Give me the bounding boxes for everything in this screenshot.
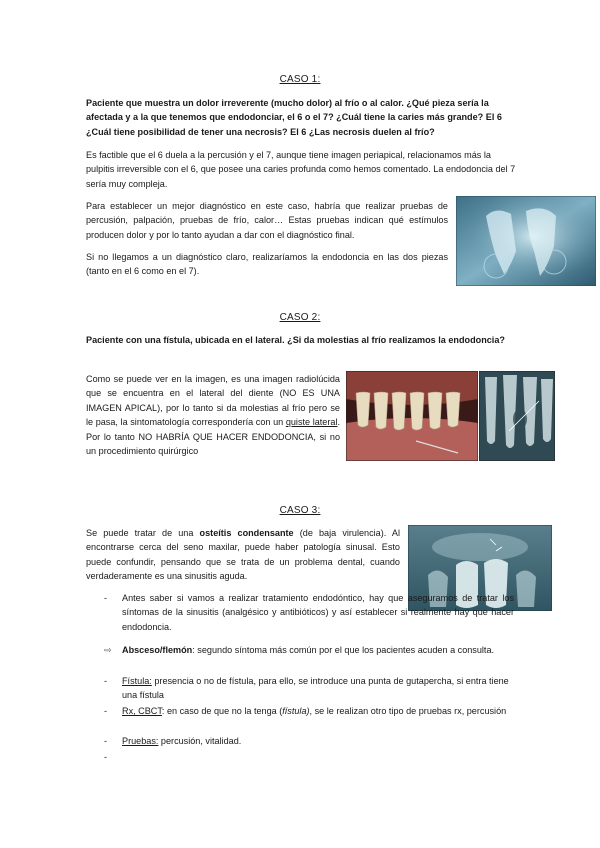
- case2-clinical-photo: [346, 371, 478, 461]
- quiste-lateral-text: quiste lateral: [285, 417, 338, 428]
- case3-title: CASO 3:: [279, 505, 321, 516]
- arrow-icon: ⇨: [104, 645, 112, 655]
- case2-paragraph: Como se puede ver en la imagen, es una imagen radiolúcida que se encuentra en el lateral del diente (NO ES UNA IMAGEN APICAL), por lo tanto si da molestias al frío pero se le pasa, la sintomatología correspondería con un quiste lateral. Por lo tanto NO HABRÍA QUE HACER ENDODONCIA, si no un procedimiento quirúrgico: [86, 374, 340, 457]
- document-page: CASO 1: Paciente que muestra un dolor irreverente (mucho dolor) al frío o al calor. ¿Qué pieza sería la afectada y a la que tenemos que endodonciar, el 6 o el 7? ¿Cuál tiene la caries más grande? El 6 ¿Cuál tiene posibilidad de tener una necrosis? El 6 ¿Las necrosis duelen al frío? Es factible que el 6 duela a la percusión y el 7, aunque tiene imagen periapical, relacionamos más la pulpitis irreversible con el 6, que posee una caries profunda como hemos comentado. La endodoncia del 7 sería muy compleja. Para establecer un mejor diagnóstico en este caso, habría que realizar pruebas de percusión, palpación, pruebas de frío, calor… Estas pruebas indican qué estímulos producen dolor y por lo tanto ayudan a dar con el diagnóstico final. Si no llegamos a un diagnóstico claro, realizaríamos la endodoncia en las dos piezas (tanto en el 6 como en el 7). CASO 2: Paciente con una fístula, ubicada en el lateral. ¿Si da molestias al frío realizamos la endodoncia? Como se puede ver en la imagen, es una imagen radiolúcida que se encuentra en el lateral del diente (NO ES UNA IMAGEN APICAL), por lo tanto si da molestias al frío pero se le pasa, la sintomatología correspondería con un quiste lateral. Por lo tanto NO HABRÍA QUE HACER ENDODONCIA, si no un procedimiento quirúrgico CASO 3: Se puede tratar de una osteítis condensante (de baja virulencia). Al encontrarse cerca del seno maxilar, puede haber patología sinusal. Esto puede confundir, pensando que se trata de un problema dental, cuando verdaderamente es una sinusitis aguda. - Antes saber si vamos a realizar tratamiento endodóntico, hay que aseguramos de tratar los síntomas de la sinusitis (analgésico y antibióticos) y así establecer si realmente hay que hacer endodoncia. ⇨ Absceso/flemón: segundo síntoma más común por el que los pacientes acuden a consulta. - Fístula: presencia o no de fístula, para ello, se introduce una punta de gutapercha, si entra tiene una fístula - Rx, CBCT: en caso de que no la tenga (fístula), se le realizan otro tipo de pruebas rx, percusión - Pruebas: percusión, vitalidad. -: [0, 0, 600, 848]
- case1-radiograph-image: [456, 196, 596, 286]
- case2-title: CASO 2:: [279, 312, 321, 323]
- xray-icon: [456, 196, 596, 286]
- case1-title: CASO 1:: [279, 74, 321, 85]
- case2-question: Paciente con una fístula, ubicada en el lateral. ¿Si da molestias al frío realizamos la endodoncia?: [86, 335, 505, 345]
- xray-icon: [479, 371, 555, 461]
- case1-question: Paciente que muestra un dolor irreverente (mucho dolor) al frío o al calor. ¿Qué pieza sería la afectada y a la que tenemos que endodonciar, el 6 o el 7? ¿Cuál tiene la caries más grande? El 6 ¿Cuál tiene posibilidad de tener una necrosis? El 6 ¿Las necrosis duelen al frío?: [86, 98, 502, 137]
- case1-paragraph-2: Para establecer un mejor diagnóstico en este caso, habría que realizar pruebas de percusión, palpación, pruebas de frío, calor… Estas pruebas indican qué estímulos producen dolor y por lo tanto ayudan a dar con el diagnóstico final.: [86, 201, 448, 240]
- case1-paragraph-1: Es factible que el 6 duela a la percusión y el 7, aunque tiene imagen periapical, relacionamos más la pulpitis irreversible con el 6, que posee una caries profunda como hemos comentado. La endodoncia del 7 sería muy compleja.: [86, 150, 516, 189]
- case2-radiograph-image: [479, 371, 555, 461]
- case3-paragraph: Se puede tratar de una osteítis condensante (de baja virulencia). Al encontrarse cerca del seno maxilar, puede haber patología sinusal. Esto puede confundir, pensando que se trata de un problema dental, cuando verdaderamente es una sinusitis aguda.: [86, 528, 400, 582]
- teeth-photo-icon: [346, 371, 478, 461]
- case1-paragraph-3: Si no llegamos a un diagnóstico claro, realizaríamos la endodoncia en las dos piezas (tanto en el 6 como en el 7).: [86, 252, 448, 277]
